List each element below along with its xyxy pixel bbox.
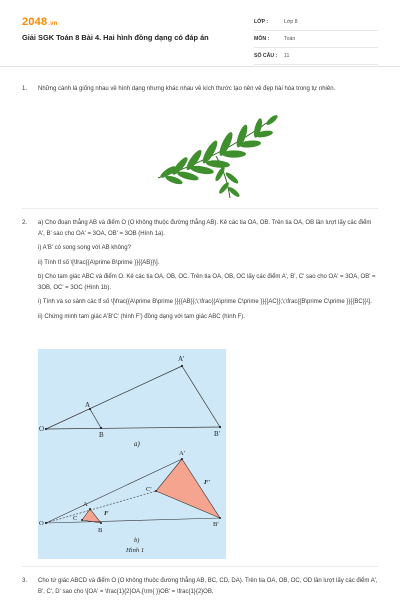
question-text: ii) Tính tỉ số \[\frac{{A\prime B\prime }}{{AB}}\].: [38, 259, 160, 266]
section-divider: [22, 566, 378, 567]
label-a: A: [85, 401, 91, 409]
question-number: 1.: [22, 86, 28, 92]
caption-a: a): [134, 440, 140, 448]
figure-title: Hình 1: [126, 547, 145, 554]
question-body: [38, 84, 378, 98]
document-header: [0, 0, 400, 67]
question-number: 2.: [22, 220, 28, 226]
question-text: i) Tính và so sánh các tỉ số \[\frac{{A\prime B\prime }}{{AB}};\;\frac{{A\prime C\prime }}{{AC}};\;\frac{{B\prime C\prime }}{{BC}}\].: [38, 299, 372, 306]
label-b-prime: B': [213, 521, 219, 528]
document-title: Giải SGK Toán 8 Bài 4. Hai hình đồng dạng có đáp án: [22, 33, 209, 42]
label-a-prime: A': [179, 450, 185, 457]
meta-value: Toán: [284, 36, 296, 42]
question-text: b) Cho tam giác ABC và điểm O. Kẻ các tia OA, OB, OC. Trên tia OA, OB, OC lấy các điểm A', B', C' sao cho OA' = 3OA, OB' = 3OB, OC' = 3OC (Hình 1b).: [38, 273, 376, 291]
meta-row-grade: [254, 14, 378, 31]
meta-value: Lớp 8: [284, 19, 298, 25]
site-logo[interactable]: [22, 16, 58, 28]
label-o: O: [39, 425, 45, 433]
meta-table: [254, 14, 378, 65]
figure-background: [38, 349, 226, 559]
label-c: C: [73, 515, 78, 522]
question-body: [38, 218, 378, 326]
label-b-prime: B': [214, 430, 220, 438]
label-shape-f-prime: F': [204, 479, 211, 486]
label-b: B: [98, 527, 103, 534]
label-shape-f: F: [104, 510, 109, 517]
question-text: i) A'B' có song song với AB không?: [38, 245, 131, 252]
fern-leaf-image: [154, 108, 280, 200]
question-text: Cho tứ giác ABCD và điểm O (O không thuộc đường thẳng AB, BC, CD, DA). Trên tia OA, OB, OC, OD lần lượt lấy các điểm A', B', C', D' sao cho \[OA' = \frac{1}{2}OA,{\rm{ }}OB' = \frac{1}{2}OB,: [38, 578, 378, 595]
label-c-prime: C': [146, 486, 152, 493]
caption-b: b): [134, 537, 140, 544]
question-text: a) Cho đoạn thẳng AB và điểm O (O không thuộc đường thẳng AB). Kẻ các tia OA, OB. Trên tia OA, OB lần lượt lấy các điểm A', B' sao cho OA' = 3OA, OB' = 3OB (Hình 1a).: [38, 220, 372, 237]
meta-row-count: [254, 48, 378, 65]
meta-row-subject: [254, 31, 378, 48]
section-divider: [22, 208, 378, 209]
question-body: [38, 576, 378, 601]
meta-key: MÔN :: [254, 36, 270, 42]
meta-key: SỐ CÂU :: [254, 53, 278, 59]
question-text: ii) Chứng minh tam giác A'B'C' (hình F') đồng dạng với tam giác ABC (hình F).: [38, 313, 245, 320]
question-number: 3.: [22, 578, 28, 584]
figure-hinh-1: [38, 349, 226, 559]
label-o: O: [39, 520, 44, 527]
meta-value: 11: [284, 53, 290, 59]
logo-text: 2048: [22, 16, 48, 28]
meta-key: LỚP :: [254, 19, 269, 25]
label-a: A: [83, 501, 88, 508]
label-b: B: [99, 431, 104, 439]
label-a-prime: A': [178, 355, 185, 363]
question-text: Những cành lá giống nhau về hình dạng nhưng khác nhau về kích thước tạo nên vẻ đẹp hài hòa trong tự nhiên.: [38, 86, 336, 92]
logo-suffix: .vn: [48, 21, 58, 27]
